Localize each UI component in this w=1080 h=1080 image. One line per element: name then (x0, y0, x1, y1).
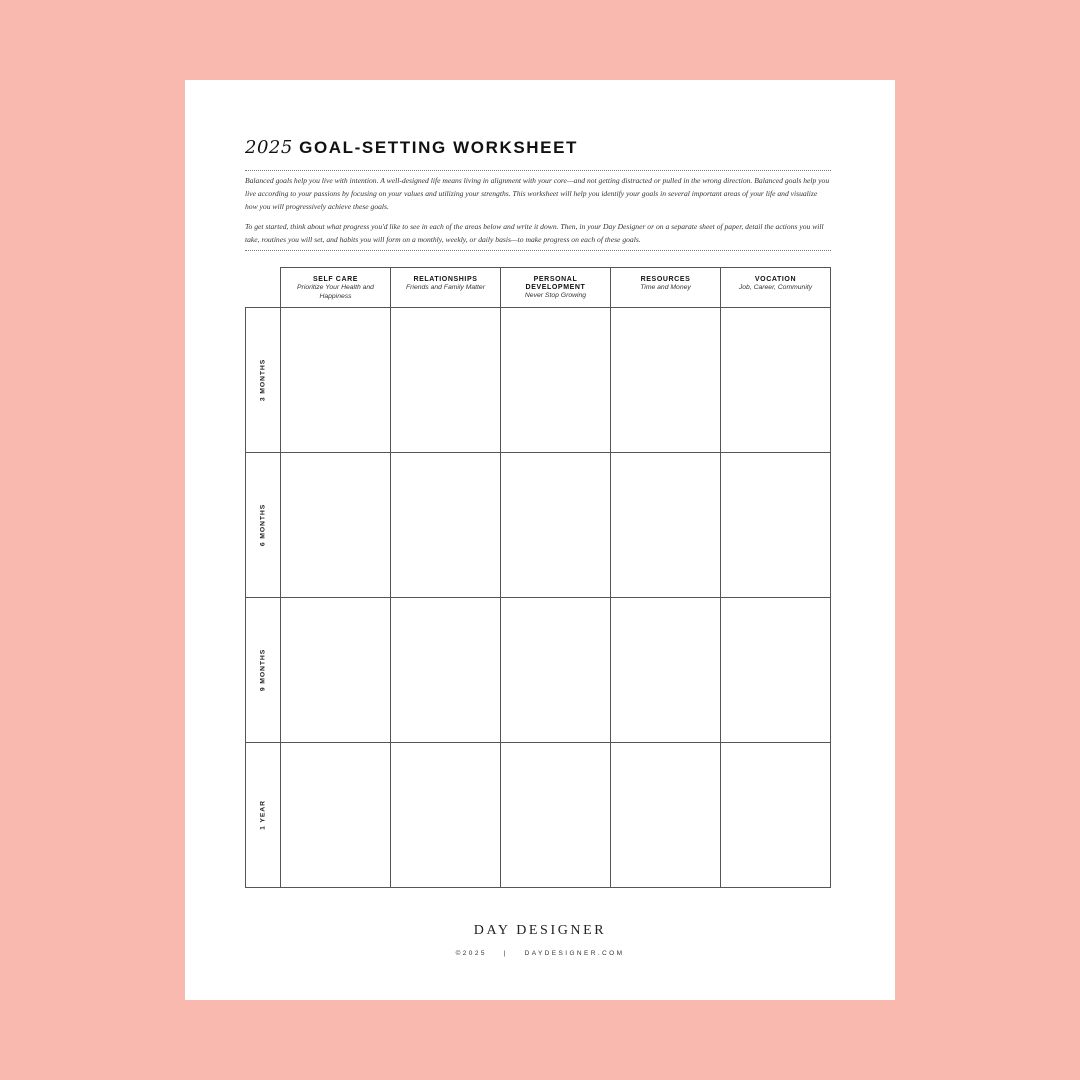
goal-cell-1y-resources[interactable] (610, 742, 721, 888)
row-label-6-months (245, 452, 281, 598)
column-header-vocation (720, 267, 831, 308)
column-title: VOCATION (754, 276, 797, 283)
goal-cell-9m-resources[interactable] (610, 597, 721, 743)
column-header-resources (610, 267, 721, 308)
goal-cell-3m-vocation[interactable] (720, 307, 831, 453)
column-subtitle: Friends and Family Matter (406, 284, 485, 291)
column-subtitle: Job, Career, Community (738, 284, 813, 291)
title-year: 2025 (245, 137, 293, 158)
dotted-divider-bottom (245, 250, 831, 251)
column-subtitle: Never Stop Growing (524, 292, 587, 299)
footer-separator: | (503, 950, 508, 957)
goal-cell-6m-resources[interactable] (610, 452, 721, 598)
intro-paragraph-1: Balanced goals help you live with intention. A well-designed life means living in alignment with your core—and not getting distracted or pulled in the wrong direction. Balanced goals help you live according to your passions by focusing on your values and utilizing your strengths. This worksheet will help you identify your goals in several important areas of your life and visualize how you will progressively achieve these goals. (245, 176, 830, 211)
goal-cell-6m-relationships[interactable] (390, 452, 501, 598)
goal-cell-1y-self-care[interactable] (280, 742, 391, 888)
goal-cell-3m-personal-development[interactable] (500, 307, 611, 453)
row-label-1-year (245, 742, 281, 888)
column-header-self-care (280, 267, 391, 308)
brand-logo: DAY DESIGNER (473, 923, 607, 938)
row-label-3-months (245, 307, 281, 453)
row-label-text: 9 MONTHS (259, 648, 267, 692)
row-label-9-months (245, 597, 281, 743)
row-label-text: 1 YEAR (259, 800, 267, 830)
goal-cell-3m-relationships[interactable] (390, 307, 501, 453)
title-main: GOAL-SETTING WORKSHEET (299, 138, 579, 157)
dotted-divider-top (245, 170, 831, 171)
column-title: RELATIONSHIPS (413, 276, 478, 283)
goal-cell-9m-self-care[interactable] (280, 597, 391, 743)
goal-cell-9m-vocation[interactable] (720, 597, 831, 743)
column-subtitle: Prioritize Your Health and Happiness (297, 284, 374, 300)
goal-cell-6m-self-care[interactable] (280, 452, 391, 598)
goal-cell-9m-personal-development[interactable] (500, 597, 611, 743)
page-title (245, 137, 578, 158)
row-label-text: 3 MONTHS (259, 358, 267, 402)
column-header-personal-development (500, 267, 611, 308)
goal-grid (245, 267, 831, 888)
goal-cell-3m-self-care[interactable] (280, 307, 391, 453)
goal-cell-1y-vocation[interactable] (720, 742, 831, 888)
intro-paragraph-2: To get started, think about what progress you'd like to see in each of the areas below and write it down. Then, in your Day Designer or on a separate sheet of paper, detail the actions you will take, routines you will set, and habits you will form on a monthly, weekly, or daily basis—to make progress on each of these goals. (245, 222, 824, 244)
column-subtitle: Time and Money (640, 284, 691, 291)
copyright: ©2025 (455, 950, 487, 957)
column-title: SELF CARE (312, 276, 359, 283)
website-link[interactable]: DAYDESIGNER.COM (524, 950, 625, 957)
row-label-text: 6 MONTHS (259, 503, 267, 547)
goal-cell-1y-relationships[interactable] (390, 742, 501, 888)
goal-cell-6m-personal-development[interactable] (500, 452, 611, 598)
goal-cell-3m-resources[interactable] (610, 307, 721, 453)
goal-cell-6m-vocation[interactable] (720, 452, 831, 598)
goal-cell-9m-relationships[interactable] (390, 597, 501, 743)
column-title: PERSONAL DEVELOPMENT (525, 276, 586, 291)
column-header-relationships (390, 267, 501, 308)
goal-cell-1y-personal-development[interactable] (500, 742, 611, 888)
footer-line (185, 950, 895, 957)
column-title: RESOURCES (640, 276, 691, 283)
worksheet-page (185, 80, 895, 1000)
